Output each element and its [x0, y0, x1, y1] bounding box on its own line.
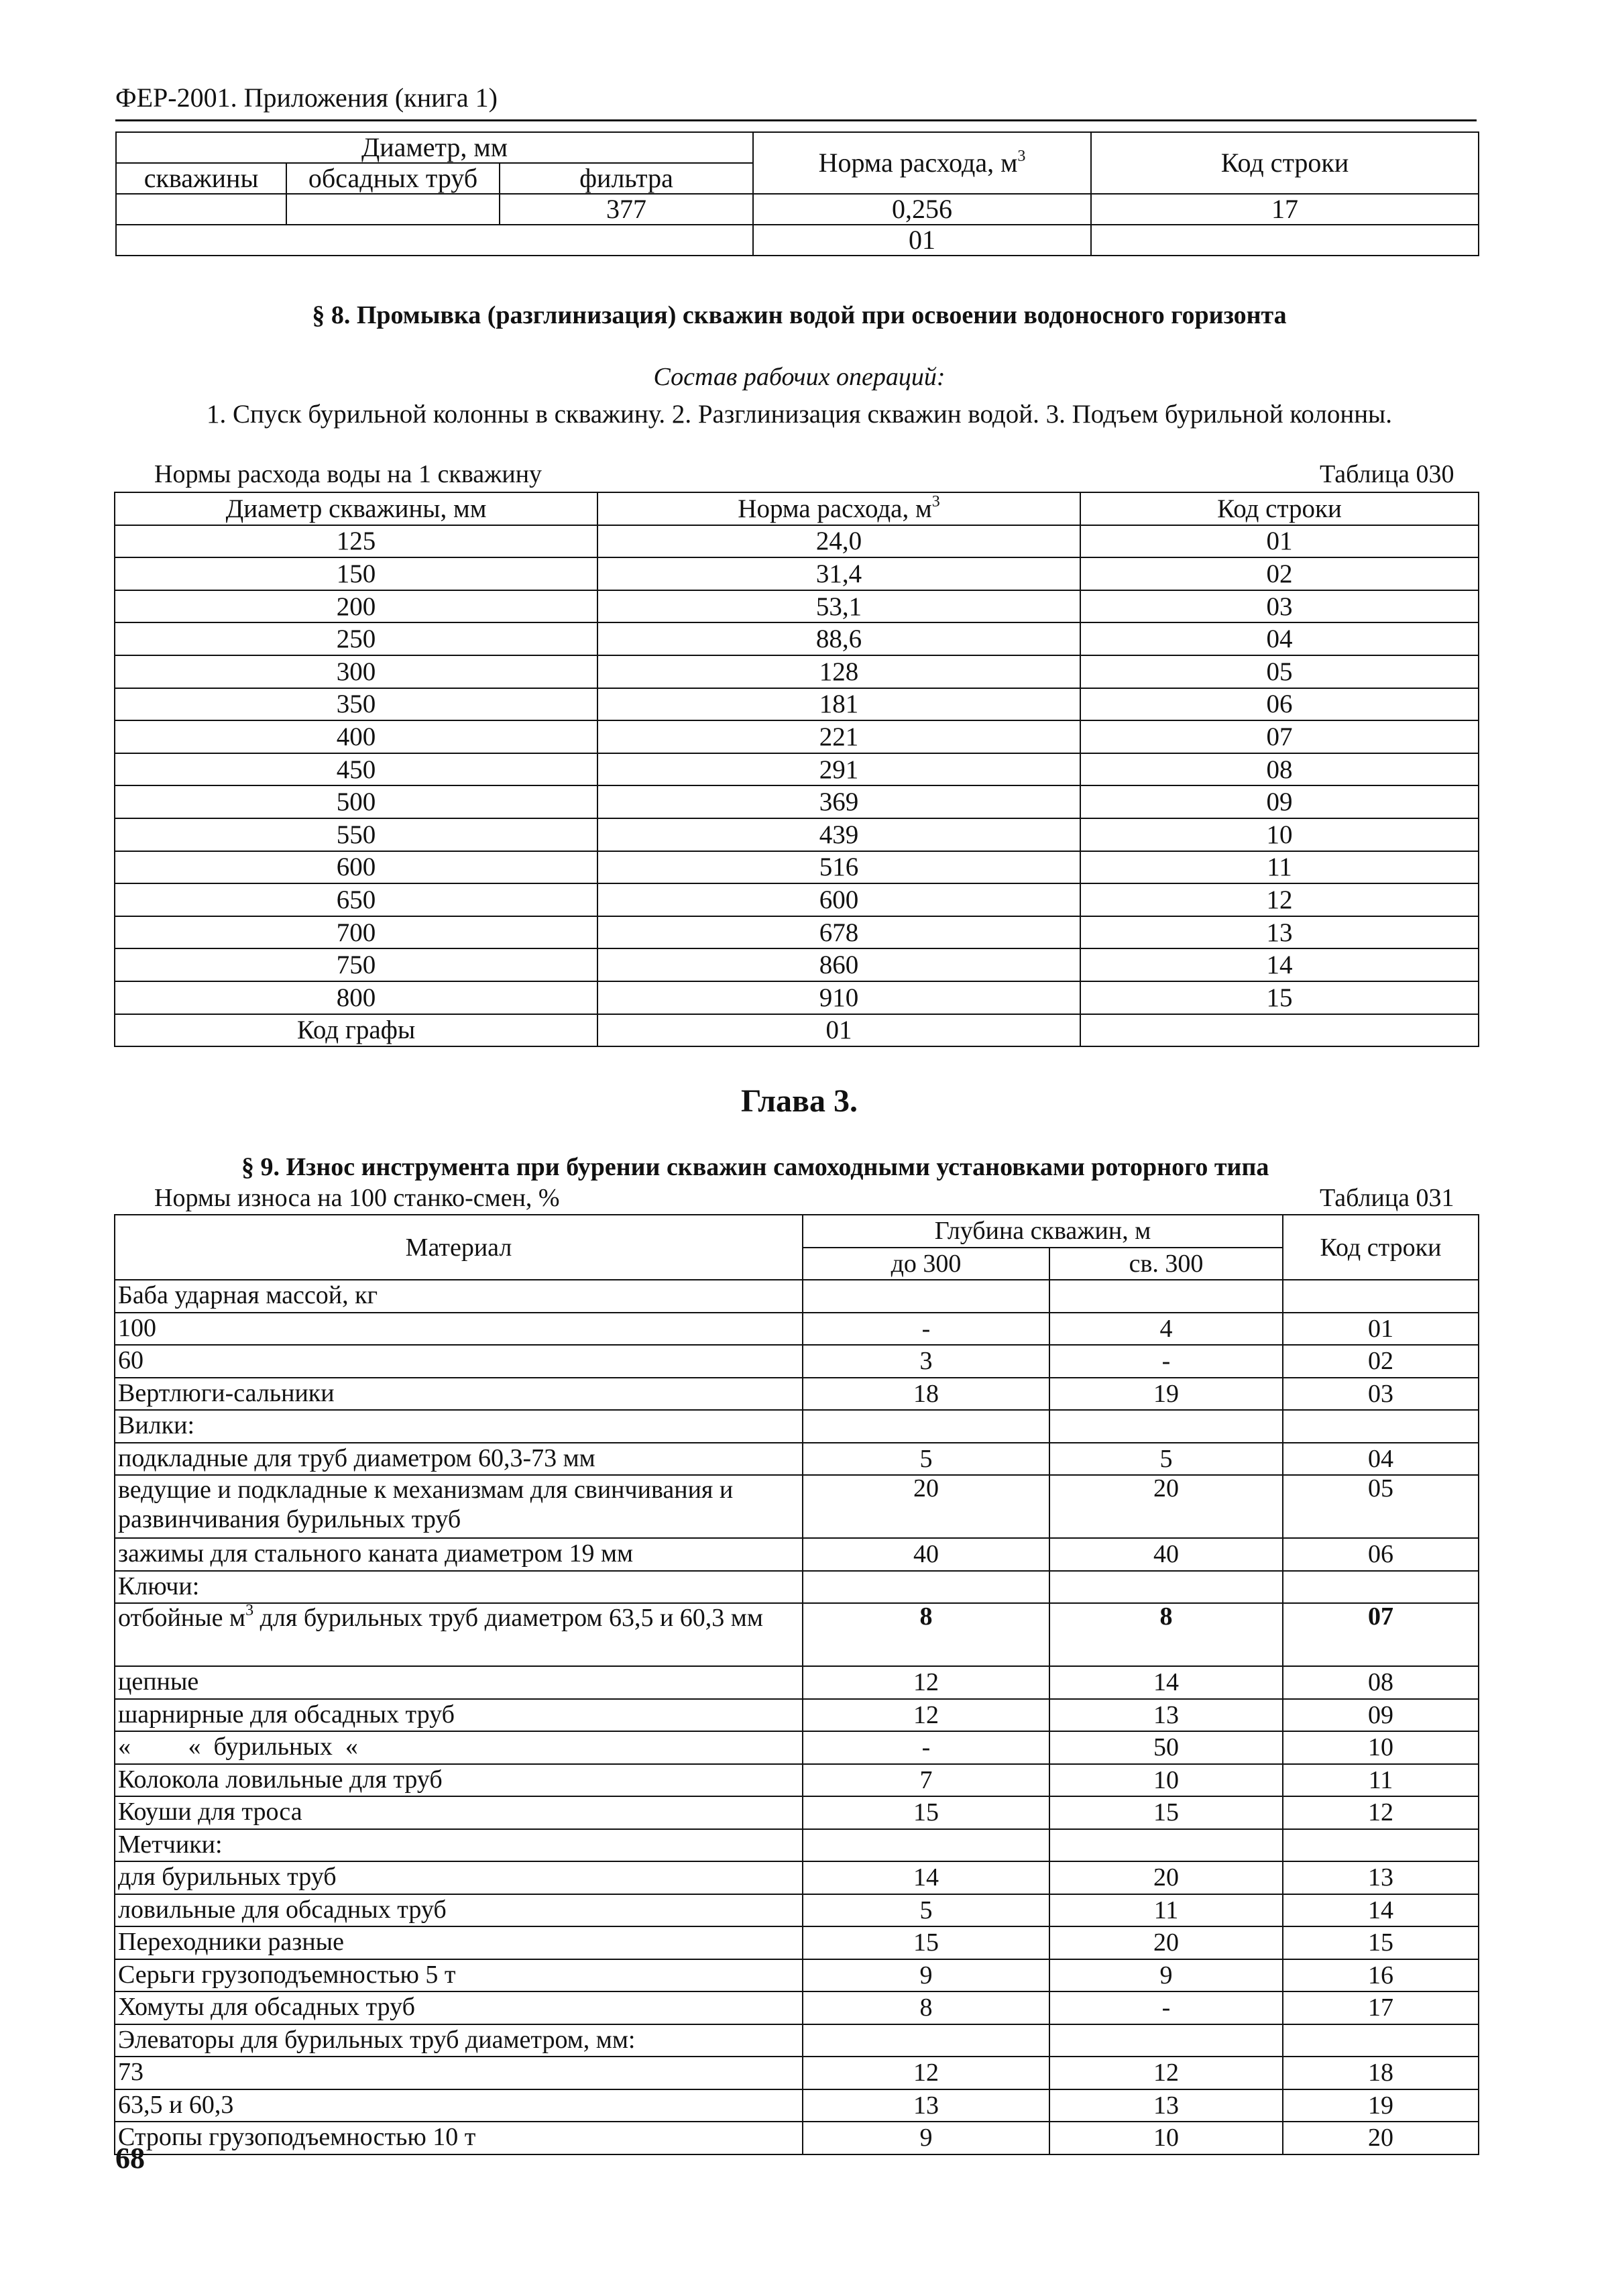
cell-code [1283, 1280, 1479, 1313]
table-row [115, 981, 1479, 1014]
table-continuation [115, 131, 1479, 256]
cell-code: 11 [1283, 1764, 1479, 1797]
table-row [115, 720, 1479, 753]
table-row [115, 525, 1479, 558]
cell-material: 100 [115, 1313, 803, 1346]
cell-material: Баба ударная массой, кг [115, 1280, 803, 1313]
cell-upto-300: 8 [803, 1603, 1049, 1666]
cell-code [1283, 1410, 1479, 1443]
cell-material: ловильные для обсадных труб [115, 1894, 803, 1927]
table-030 [114, 492, 1479, 1047]
table-row [115, 1731, 1479, 1764]
cell-casing [286, 194, 500, 225]
cell-code [1283, 1829, 1479, 1862]
cell-material: Переходники разные [115, 1926, 803, 1959]
cell-over-300: 14 [1049, 1666, 1283, 1699]
cell-diameter: 300 [115, 655, 597, 688]
table-031 [114, 1214, 1479, 2155]
cell-material: зажимы для стального каната диаметром 19 мм [115, 1538, 803, 1571]
cell-upto-300: 7 [803, 1764, 1049, 1797]
cell-code: 04 [1080, 622, 1479, 655]
cell-material: Коуши для троса [115, 1796, 803, 1829]
cell-code: 01 [1080, 525, 1479, 558]
cell-code: 20 [1283, 2122, 1479, 2154]
cell-material: шарнирные для обсадных труб [115, 1699, 803, 1732]
table-row [115, 1571, 1479, 1604]
cell-upto-300 [803, 1829, 1049, 1862]
cell-material: Колокола ловильные для труб [115, 1764, 803, 1797]
cell-upto-300 [803, 1280, 1049, 1313]
cell-diameter: 200 [115, 590, 597, 623]
cell-diameter: 350 [115, 688, 597, 721]
table-row [115, 557, 1479, 590]
cell-material: 73 [115, 2057, 803, 2089]
header-material: Материал [115, 1215, 803, 1280]
cell-diameter: 400 [115, 720, 597, 753]
cell-code: 14 [1283, 1894, 1479, 1927]
cell-upto-300 [803, 2024, 1049, 2057]
cell-over-300: 20 [1049, 1475, 1283, 1538]
table-030-number: Таблица 030 [1320, 460, 1454, 488]
cell-over-300: 40 [1049, 1538, 1283, 1571]
table-row [115, 622, 1479, 655]
cell-upto-300: 12 [803, 1666, 1049, 1699]
cell-code: 04 [1283, 1443, 1479, 1476]
cell-diameter: 500 [115, 785, 597, 818]
footer-norm: 01 [597, 1014, 1080, 1047]
cell-material: 60 [115, 1345, 803, 1378]
cell-over-300: 20 [1049, 1861, 1283, 1894]
table-row [115, 1991, 1479, 2024]
table-row [115, 688, 1479, 721]
cell-upto-300: 5 [803, 1894, 1049, 1927]
cell-material: Стропы грузоподъемностью 10 т [115, 2122, 803, 2154]
table-row [115, 1313, 1479, 1346]
table-row [115, 1894, 1479, 1927]
table-row [115, 818, 1479, 851]
cell-upto-300 [803, 1571, 1049, 1604]
cell-over-300: 13 [1049, 2089, 1283, 2122]
cell-column-code: 01 [753, 225, 1091, 256]
cell-code: 11 [1080, 851, 1479, 884]
cell-code: 09 [1283, 1699, 1479, 1732]
cell-material: для бурильных труб [115, 1861, 803, 1894]
cell-material: Метчики: [115, 1829, 803, 1862]
header-norm: Норма расхода, $м^3$ [597, 492, 1080, 525]
cell-upto-300: 12 [803, 2057, 1049, 2089]
cell-code: 07 [1283, 1603, 1479, 1666]
table-row [115, 1666, 1479, 1699]
cell-diameter: 650 [115, 883, 597, 916]
header-over-300: св. 300 [1049, 1248, 1283, 1280]
table-row [115, 1378, 1479, 1411]
cell-code: 08 [1283, 1666, 1479, 1699]
cell-material: Элеваторы для бурильных труб диаметром, мм: [115, 2024, 803, 2057]
cell-over-300: 4 [1049, 1313, 1283, 1346]
cell-code: 13 [1283, 1861, 1479, 1894]
section-9-title: § 9. Износ инструмента при бурении скважин самоходными установками роторного типа [241, 1153, 1269, 1181]
table-030-caption: Нормы расхода воды на 1 скважину [154, 460, 542, 488]
table-031-caption: Нормы износа на 100 станко-смен, % [154, 1184, 560, 1212]
header-rule [115, 119, 1477, 121]
cell-code: 14 [1080, 948, 1479, 981]
cell-norm: 221 [597, 720, 1080, 753]
cell-over-300 [1049, 1410, 1283, 1443]
footer-label: Код графы [115, 1014, 597, 1047]
cell-empty [1091, 225, 1479, 256]
table-row [115, 753, 1479, 786]
cell-upto-300: 9 [803, 2122, 1049, 2154]
cell-norm: 88,6 [597, 622, 1080, 655]
cell-material: отбойные $м^3$ для бурильных труб диаметром 63,5 и 60,3 мм [115, 1603, 803, 1666]
cell-upto-300: 5 [803, 1443, 1049, 1476]
sub-header-well: скважины [116, 163, 286, 194]
cell-over-300: 15 [1049, 1796, 1283, 1829]
operations-text: 1. Спуск бурильной колонны в скважину. 2. Разглинизация скважин водой. 3. Подъем бурильной колонны. [206, 400, 1393, 429]
cell-norm: 0,256 [753, 194, 1091, 225]
table-row [115, 1959, 1479, 1992]
cell-upto-300: 15 [803, 1796, 1049, 1829]
cell-over-300: 11 [1049, 1894, 1283, 1927]
table-row [115, 2122, 1479, 2154]
cell-code: 15 [1283, 1926, 1479, 1959]
cell-norm: 516 [597, 851, 1080, 884]
cell-code: 18 [1283, 2057, 1479, 2089]
cell-code: 02 [1283, 1345, 1479, 1378]
table-row [115, 851, 1479, 884]
cell-filter: 377 [500, 194, 753, 225]
cell-over-300: - [1049, 1345, 1283, 1378]
cell-code: 17 [1283, 1991, 1479, 2024]
table-row [115, 1603, 1479, 1666]
cell-diameter: 600 [115, 851, 597, 884]
cell-diameter: 450 [115, 753, 597, 786]
cell-code: 19 [1283, 2089, 1479, 2122]
cell-material: Вилки: [115, 1410, 803, 1443]
table-row [116, 225, 1479, 256]
cell-norm: 24,0 [597, 525, 1080, 558]
table-row [115, 1345, 1479, 1378]
cell-upto-300: 20 [803, 1475, 1049, 1538]
cell-upto-300: 3 [803, 1345, 1049, 1378]
cell-norm: 181 [597, 688, 1080, 721]
cell-code: 06 [1283, 1538, 1479, 1571]
cell-upto-300: 8 [803, 1991, 1049, 2024]
cell-upto-300: - [803, 1731, 1049, 1764]
table-row [115, 948, 1479, 981]
table-row [115, 655, 1479, 688]
table-row [115, 1926, 1479, 1959]
cell-over-300 [1049, 1280, 1283, 1313]
header-upto-300: до 300 [803, 1248, 1049, 1280]
cell-code: 01 [1283, 1313, 1479, 1346]
cell-over-300: 12 [1049, 2057, 1283, 2089]
cell-over-300: 8 [1049, 1603, 1283, 1666]
cell-code: 10 [1080, 818, 1479, 851]
section-8-title: § 8. Промывка (разглинизация) скважин водой при освоении водоносного горизонта [312, 301, 1287, 329]
cell-upto-300: 14 [803, 1861, 1049, 1894]
cell-code [1283, 1571, 1479, 1604]
table-row [115, 2089, 1479, 2122]
table-row [115, 1410, 1479, 1443]
cell-empty [116, 225, 753, 256]
cell-over-300 [1049, 1571, 1283, 1604]
norm-header: Норма расхода, $м^3$ [753, 132, 1091, 194]
cell-diameter: 550 [115, 818, 597, 851]
table-row [116, 194, 1479, 225]
cell-over-300: 20 [1049, 1926, 1283, 1959]
cell-over-300: 9 [1049, 1959, 1283, 1992]
cell-code: 13 [1080, 916, 1479, 949]
table-row [115, 590, 1479, 623]
table-row [115, 785, 1479, 818]
diameter-group-header: Диаметр, мм [116, 132, 753, 163]
table-row [115, 1538, 1479, 1571]
cell-over-300: 19 [1049, 1378, 1283, 1411]
cell-upto-300: 12 [803, 1699, 1049, 1732]
table-row [115, 1699, 1479, 1732]
table-row [115, 1475, 1479, 1538]
cell-material: цепные [115, 1666, 803, 1699]
table-row [115, 1796, 1479, 1829]
cell-diameter: 125 [115, 525, 597, 558]
table-row [115, 1443, 1479, 1476]
cell-material: « « бурильных « [115, 1731, 803, 1764]
cell-code: 03 [1283, 1378, 1479, 1411]
cell-material: Серьги грузоподъемностью 5 т [115, 1959, 803, 1992]
cell-norm: 860 [597, 948, 1080, 981]
table-031-number: Таблица 031 [1320, 1184, 1454, 1212]
header-depth: Глубина скважин, м [803, 1215, 1283, 1248]
cell-upto-300: - [803, 1313, 1049, 1346]
code-header: Код строки [1091, 132, 1479, 194]
cell-code: 03 [1080, 590, 1479, 623]
cell-material: Ключи: [115, 1571, 803, 1604]
sub-header-filter: фильтра [500, 163, 753, 194]
cell-material: подкладные для труб диаметром 60,3-73 мм [115, 1443, 803, 1476]
cell-code: 10 [1283, 1731, 1479, 1764]
cell-code: 08 [1080, 753, 1479, 786]
cell-over-300 [1049, 1829, 1283, 1862]
cell-over-300: 13 [1049, 1699, 1283, 1732]
cell-code: 12 [1080, 883, 1479, 916]
table-row [115, 1280, 1479, 1313]
header-diameter: Диаметр скважины, мм [115, 492, 597, 525]
cell-over-300: 50 [1049, 1731, 1283, 1764]
cell-material: Вертлюги-сальники [115, 1378, 803, 1411]
table-footer-row [115, 1014, 1479, 1047]
cell-code: 02 [1080, 557, 1479, 590]
cell-code: 07 [1080, 720, 1479, 753]
cell-code [1283, 2024, 1479, 2057]
cell-material: Хомуты для обсадных труб [115, 1991, 803, 2024]
cell-upto-300: 18 [803, 1378, 1049, 1411]
cell-over-300: - [1049, 1991, 1283, 2024]
cell-upto-300: 13 [803, 2089, 1049, 2122]
header-code: Код строки [1080, 492, 1479, 525]
table-row [115, 1829, 1479, 1862]
table-row [115, 916, 1479, 949]
cell-code: 06 [1080, 688, 1479, 721]
cell-upto-300 [803, 1410, 1049, 1443]
cell-code: 16 [1283, 1959, 1479, 1992]
cell-over-300: 10 [1049, 2122, 1283, 2154]
cell-norm: 600 [597, 883, 1080, 916]
cell-code: 17 [1091, 194, 1479, 225]
composition-label: Состав рабочих операций: [653, 363, 946, 391]
table-row [115, 2057, 1479, 2089]
cell-diameter: 750 [115, 948, 597, 981]
table-row [115, 1861, 1479, 1894]
cell-norm: 31,4 [597, 557, 1080, 590]
table-row [115, 883, 1479, 916]
sub-header-casing: обсадных труб [286, 163, 500, 194]
cell-code: 15 [1080, 981, 1479, 1014]
cell-well [116, 194, 286, 225]
chapter-title: Глава 3. [741, 1083, 858, 1119]
cell-norm: 369 [597, 785, 1080, 818]
cell-over-300: 10 [1049, 1764, 1283, 1797]
cell-norm: 53,1 [597, 590, 1080, 623]
cell-over-300 [1049, 2024, 1283, 2057]
cell-material: ведущие и подкладные к механизмам для свинчивания и развинчивания бурильных труб [115, 1475, 803, 1538]
page-number: 68 [115, 2142, 145, 2175]
cell-norm: 678 [597, 916, 1080, 949]
cell-diameter: 800 [115, 981, 597, 1014]
cell-over-300: 5 [1049, 1443, 1283, 1476]
cell-code: 12 [1283, 1796, 1479, 1829]
cell-norm: 291 [597, 753, 1080, 786]
cell-norm: 439 [597, 818, 1080, 851]
table-row [115, 2024, 1479, 2057]
cell-diameter: 150 [115, 557, 597, 590]
cell-norm: 128 [597, 655, 1080, 688]
cell-upto-300: 9 [803, 1959, 1049, 1992]
cell-code: 05 [1283, 1475, 1479, 1538]
footer-code [1080, 1014, 1479, 1047]
cell-norm: 910 [597, 981, 1080, 1014]
header-code: Код строки [1283, 1215, 1479, 1280]
cell-code: 09 [1080, 785, 1479, 818]
cell-diameter: 250 [115, 622, 597, 655]
running-header: ФЕР-2001. Приложения (книга 1) [115, 83, 498, 113]
table-row [115, 1764, 1479, 1797]
cell-upto-300: 40 [803, 1538, 1049, 1571]
cell-material: 63,5 и 60,3 [115, 2089, 803, 2122]
cell-upto-300: 15 [803, 1926, 1049, 1959]
cell-diameter: 700 [115, 916, 597, 949]
cell-code: 05 [1080, 655, 1479, 688]
